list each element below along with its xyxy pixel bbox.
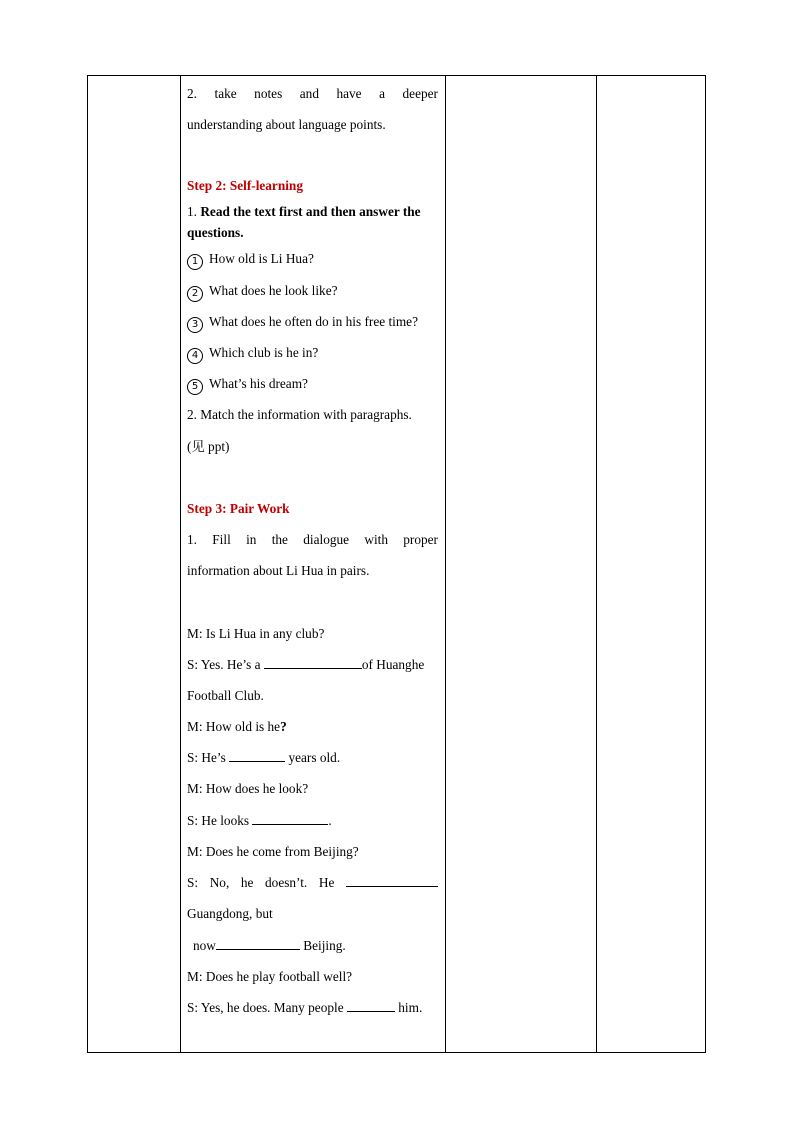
match-instruction: 2. Match the information with paragraphs. [187,407,412,422]
question-item: 1 How old is Li Hua? [187,251,438,270]
question-item: 3 What does he often do in his free time? [187,314,438,333]
answer-blank[interactable] [264,657,362,669]
question-item: 2 What does he look like? [187,283,438,302]
procedure-cell [180,76,445,1052]
lesson-plan-table [87,75,706,1053]
dialogue-line: S: No, he doesn’t. He [187,875,438,891]
answer-blank[interactable] [346,875,438,887]
dialogue-line: M: Does he play football well? [187,969,353,984]
question-item: 4 Which club is he in? [187,345,438,364]
dialogue-line: Football Club. [187,688,264,703]
dialogue-line: M: How old is he? [187,719,287,734]
column-divider-2 [445,76,446,1052]
question-intro-line-2: questions. [187,225,244,240]
notes-line-1: 2. take notes and have a deeper [187,86,438,101]
dialogue-line: M: Is Li Hua in any club? [187,626,325,641]
fill-instruction-line-2: information about Li Hua in pairs. [187,563,370,578]
circled-number-4: 4 [187,348,203,364]
question-intro-line-1: 1. Read the text first and then answer the [187,204,421,219]
fill-instruction-line-1: 1. Fill in the dialogue with proper [187,532,438,547]
dialogue-line: Guangdong, but [187,906,273,921]
answer-blank[interactable] [252,813,328,825]
step3-title: Step 3: Pair Work [187,501,290,516]
step2-title: Step 2: Self-learning [187,178,303,193]
column-divider-3 [596,76,597,1052]
dialogue-line: M: Does he come from Beijing? [187,844,359,859]
circled-number-3: 3 [187,317,203,333]
dialogue-line: M: How does he look? [187,781,309,796]
question-item: 5 What’s his dream? [187,376,438,395]
dialogue-line: S: Yes. He’s a of Huanghe [187,657,425,672]
circled-number-1: 1 [187,254,203,270]
answer-blank[interactable] [229,750,285,762]
circled-number-5: 5 [187,379,203,395]
answer-blank[interactable] [216,938,300,950]
circled-number-2: 2 [187,286,203,302]
dialogue-line: S: He’s years old. [187,750,341,765]
dialogue-line: S: Yes, he does. Many people him. [187,1000,423,1015]
answer-blank[interactable] [347,1000,395,1012]
notes-line-2: understanding about language points. [187,117,386,132]
dialogue-line: now Beijing. [193,938,346,953]
see-ppt-note: (见 ppt) [187,439,230,454]
dialogue-line: S: He looks . [187,813,332,828]
